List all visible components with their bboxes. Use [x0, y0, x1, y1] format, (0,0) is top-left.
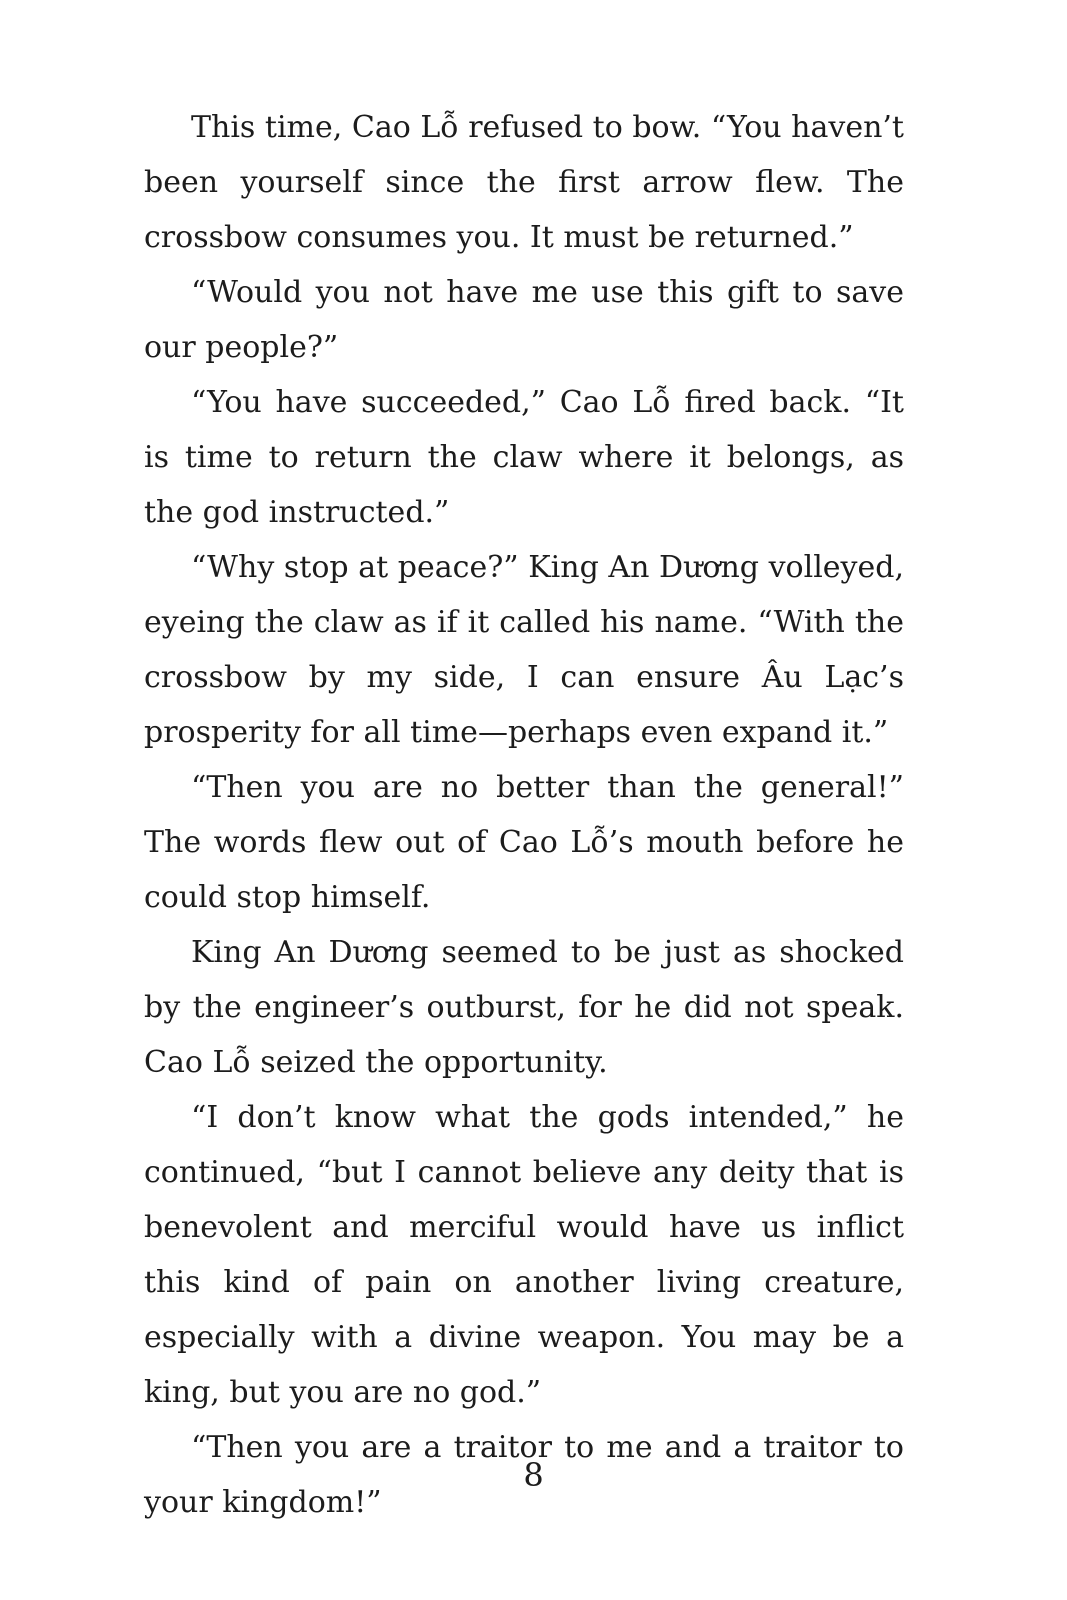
paragraph-4: “Why stop at peace?” King An Dương volleyed, eyeing the claw as if it called his name. “With the crossbow by my side, I can ensure Âu Lạc’s prosperity for all time—perhaps even expand it.” — [144, 550, 904, 750]
body-text — [144, 100, 904, 1530]
page-number: 8 — [523, 1456, 544, 1494]
paragraph-7: “I don’t know what the gods intended,” he continued, “but I cannot believe any deity that is benevolent and merciful would have us inflict this kind of pain on another living creature, especially with a divine weapon. You may be a king, but you are no god.” — [144, 1100, 904, 1410]
paragraph-2: “Would you not have me use this gift to save our people?” — [144, 275, 904, 365]
paragraph-1: This time, Cao Lỗ refused to bow. “You haven’t been yourself since the first arrow flew. The crossbow consumes you. It must be returned.” — [144, 110, 904, 255]
paragraph-5: “Then you are no better than the general!” The words flew out of Cao Lỗ’s mouth before he could stop himself. — [144, 770, 904, 915]
paragraph-3: “You have succeeded,” Cao Lỗ fired back. “It is time to return the claw where it belongs, as the god instructed.” — [144, 385, 904, 530]
paragraph-8: “Then you are a traitor to me and a traitor to your kingdom!” — [144, 1430, 904, 1520]
paragraph-6: King An Dương seemed to be just as shocked by the engineer’s outburst, for he did not speak. Cao Lỗ seized the opportunity. — [144, 935, 904, 1080]
